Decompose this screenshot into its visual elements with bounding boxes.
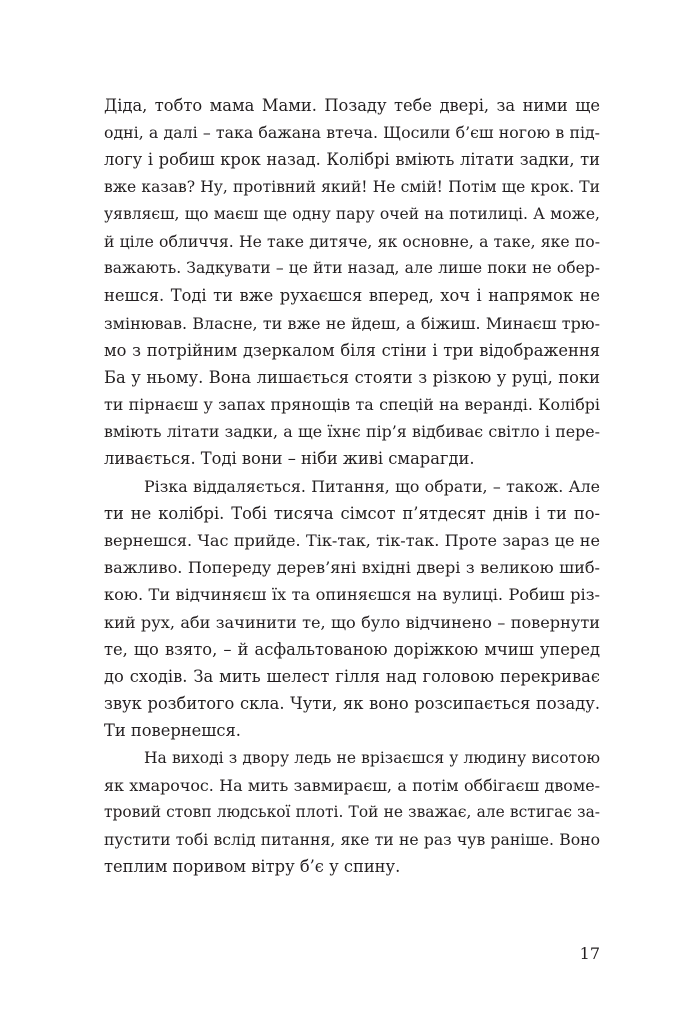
text-line: теплим поривом вітру б’є у спину.	[104, 857, 401, 877]
text-line: ти пірнаєш у запах прянощів та спецій на веранді. Колібрі	[104, 395, 600, 415]
body-text	[104, 92, 600, 880]
text-line: уявляєш, що маєш ще одну пару очей на потилиці. А може,	[104, 204, 600, 223]
text-line: тровий стовп людської плоті. Той не зважає, але встигає за-	[104, 802, 600, 821]
text-line: одні, а далі – така бажана втеча. Щосили б’єш ногою в під-	[104, 123, 600, 143]
text-line: важають. Задкувати – це йти назад, але лише поки не обер-	[104, 259, 600, 278]
text-line: звук розбитого скла. Чути, як воно розсипається позаду.	[104, 694, 600, 714]
page-number: 17	[579, 944, 600, 963]
text-line: вже казав? Ну, протівний який! Не смій! Потім ще крок. Ти	[104, 177, 600, 196]
text-line: мо з потрійним дзеркалом біля стіни і три відображення	[104, 340, 600, 360]
text-line: кий рух, аби зачинити те, що було відчинено – повернути	[104, 612, 600, 632]
text-line: до сходів. За мить шелест гілля над головою перекриває	[104, 666, 600, 686]
text-line: вернешся. Час прийде. Тік-так, тік-так. Проте зараз це не	[104, 531, 600, 550]
text-line: На виході з двору ледь не врізаєшся у людину висотою	[144, 748, 600, 767]
text-line: те, що взято, – й асфальтованою доріжкою мчиш уперед	[104, 639, 600, 659]
text-line: Ба у ньому. Вона лишається стояти з різкою у руці, поки	[104, 367, 600, 387]
text-line: кою. Ти відчиняєш їх та опиняєшся на вулиці. Робиш різ-	[104, 585, 600, 605]
text-line: й ціле обличчя. Не таке дитяче, як основне, а таке, яке по-	[104, 231, 600, 251]
text-line: нешся. Тоді ти вже рухаєшся вперед, хоч і напрямок не	[104, 286, 600, 306]
text-line: Різка віддаляється. Питання, що обрати, – також. Але	[144, 476, 600, 496]
text-line: ти не колібрі. Тобі тисяча сімсот п’ятдесят днів і ти по-	[104, 503, 600, 523]
text-line: важливо. Попереду дерев’яні вхідні двері з великою шиб-	[104, 558, 600, 578]
text-line: ливається. Тоді вони – ніби живі смарагди.	[104, 449, 475, 469]
text-line: пустити тобі вслід питання, яке ти не раз чув раніше. Воно	[104, 830, 600, 850]
text-line: вміють літати задки, а ще їхнє пір’я відбиває світло і пере-	[104, 422, 600, 442]
text-line: Діда, тобто мама Мами. Позаду тебе двері, за ними ще	[104, 96, 600, 115]
text-line: змінював. Власне, ти вже не йдеш, а біжиш. Минаєш трю-	[104, 313, 600, 333]
text-line: як хмарочос. На мить завмираєш, а потім оббігаєш двоме-	[104, 775, 600, 795]
text-line: Ти повернешся.	[104, 721, 241, 741]
text-line: логу і робиш крок назад. Колібрі вміють літати задки, ти	[104, 150, 600, 170]
